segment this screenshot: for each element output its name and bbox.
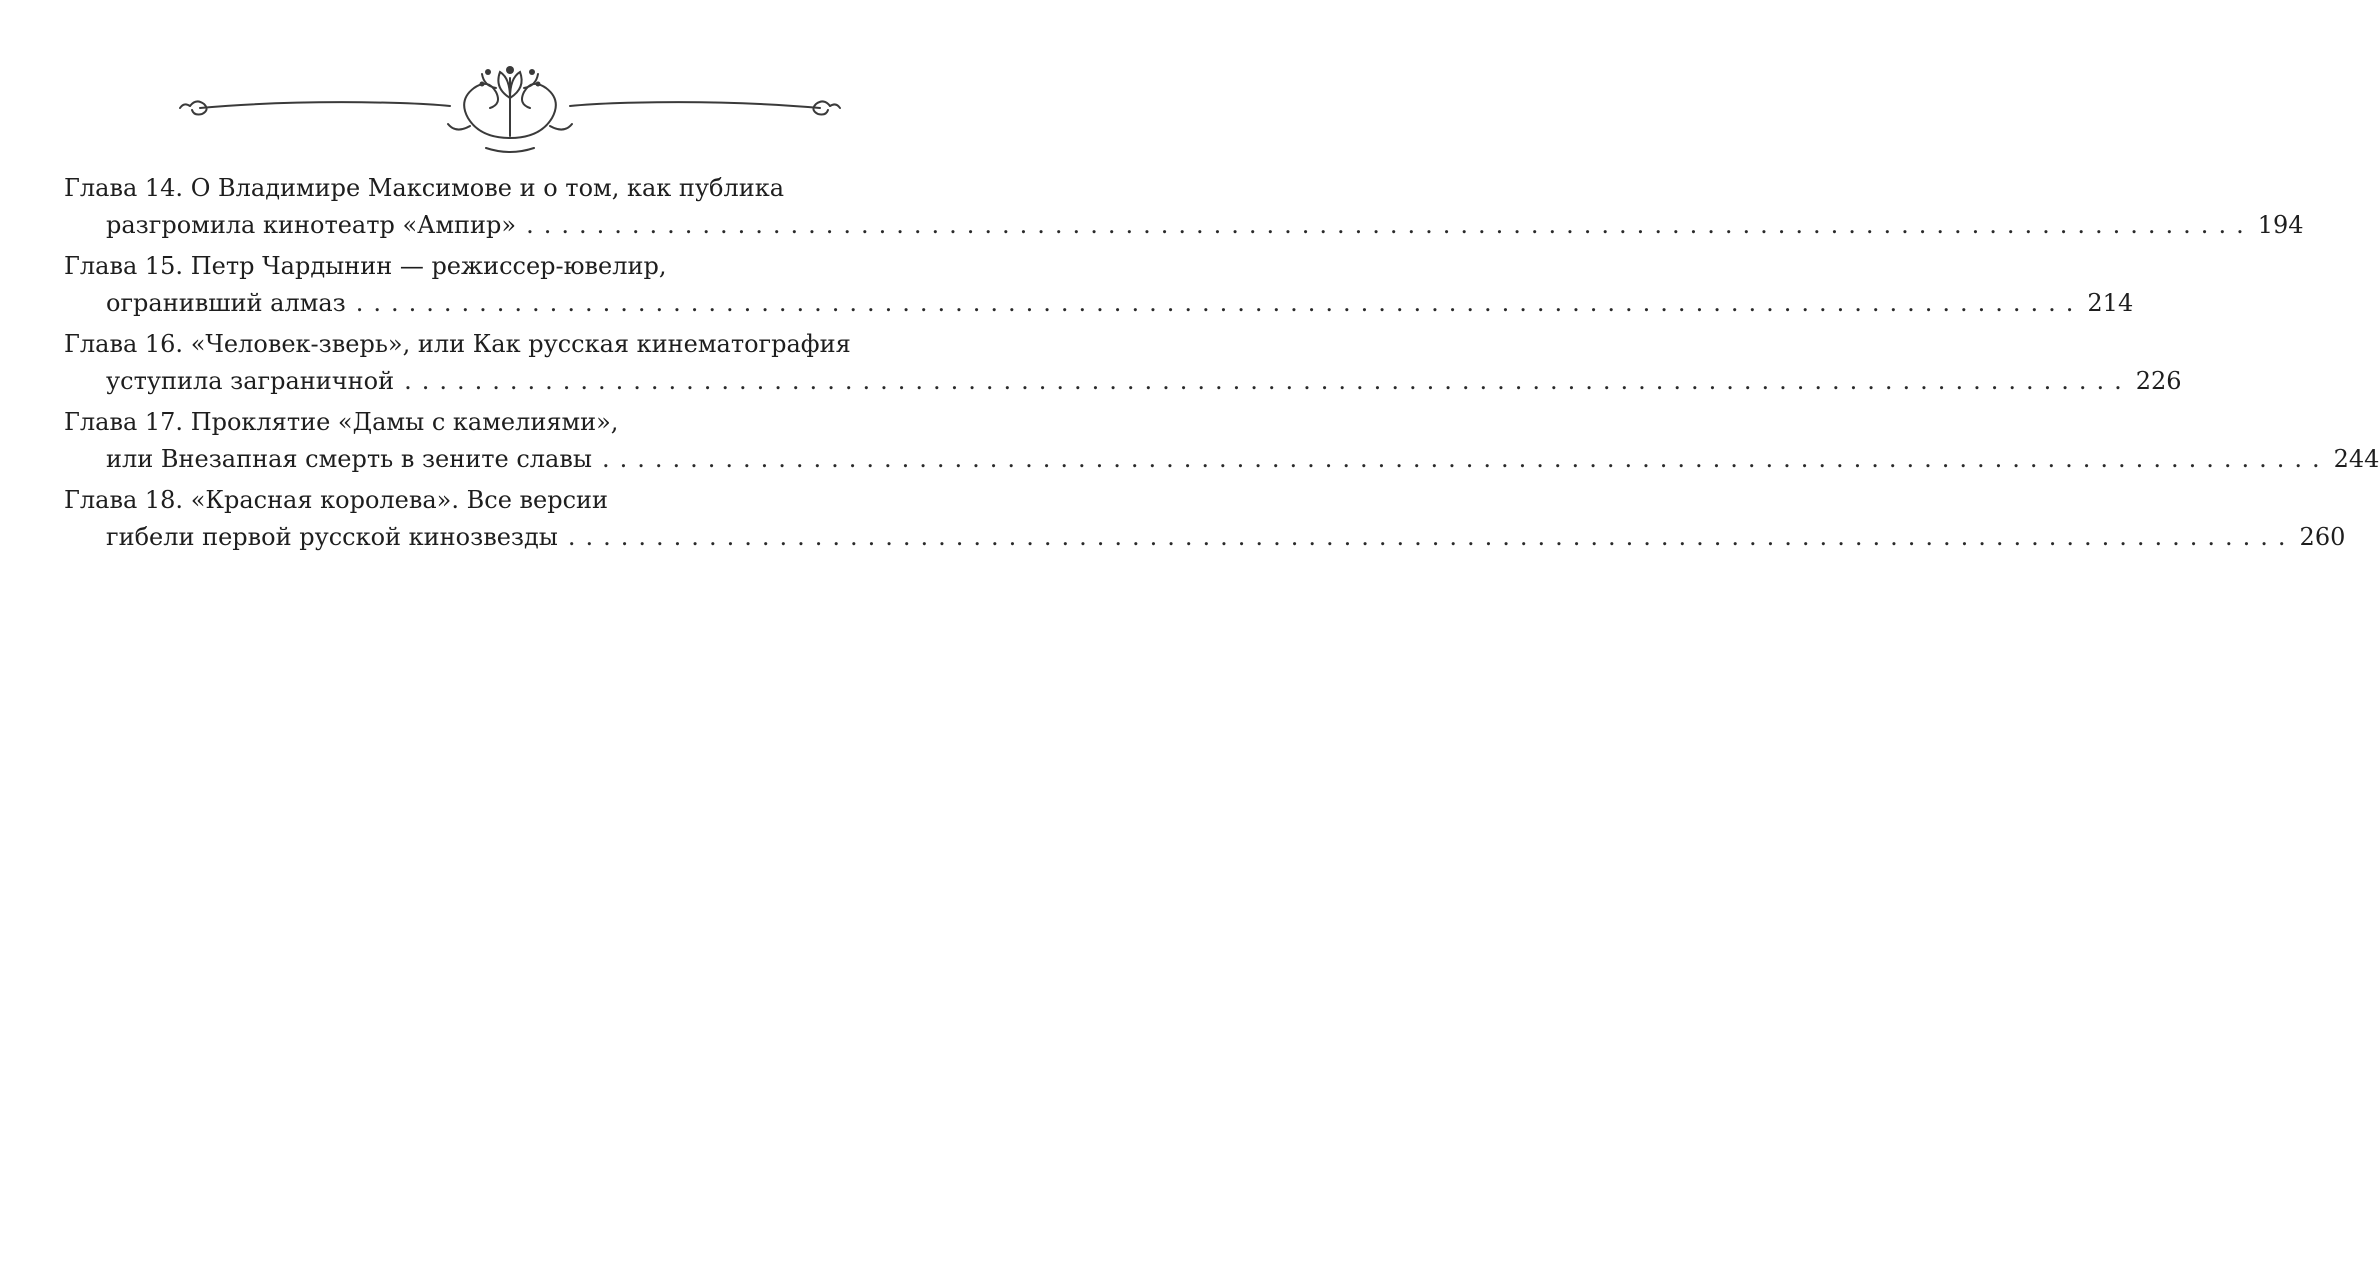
dot-leader: .................................................................................................. (355, 289, 2084, 317)
dot-leader: .................................................................................................. (567, 523, 2296, 551)
toc-entry (64, 326, 2182, 400)
toc-page-number: 194 (2257, 211, 2304, 239)
toc-page-number: 214 (2087, 289, 2134, 317)
toc-entry (64, 404, 2379, 478)
toc-entry-subtitle: разгромила кинотеатр «Ампир» (106, 211, 517, 239)
toc-entry-subtitle: гибели первой русской кинозвезды (106, 523, 558, 551)
toc-entry-subtitle: или Внезапная смерть в зените славы (106, 445, 592, 473)
toc-entry-title: Глава 14. О Владимире Максимове и о том, как публика (64, 174, 785, 202)
toc-page-number: 226 (2135, 367, 2182, 395)
toc-entry-title: Глава 16. «Человек-зверь», или Как русская кинематография (64, 330, 851, 358)
toc-page-number: 244 (2333, 445, 2379, 473)
dot-leader: .................................................................................................. (601, 445, 2330, 473)
toc-entry-subtitle: огранивший алмаз (106, 289, 346, 317)
toc-entry-title: Глава 15. Петр Чардынин — режиссер-ювелир, (64, 252, 667, 280)
dot-leader: .................................................................................................. (404, 367, 2132, 395)
dot-leader: .................................................................................................. (526, 211, 2254, 239)
toc-entry-title: Глава 18. «Красная королева». Все версии (64, 486, 609, 514)
toc-page-number: 260 (2299, 523, 2346, 551)
toc-entry-title: Глава 17. Проклятие «Дамы с камелиями», (64, 408, 619, 436)
floral-vignette-icon (170, 48, 850, 158)
toc-entry (64, 170, 2304, 244)
toc-entry-subtitle: уступила заграничной (106, 367, 395, 395)
toc-entry (64, 482, 2346, 556)
toc-entry (64, 248, 2134, 322)
table-of-contents (64, 170, 2379, 560)
